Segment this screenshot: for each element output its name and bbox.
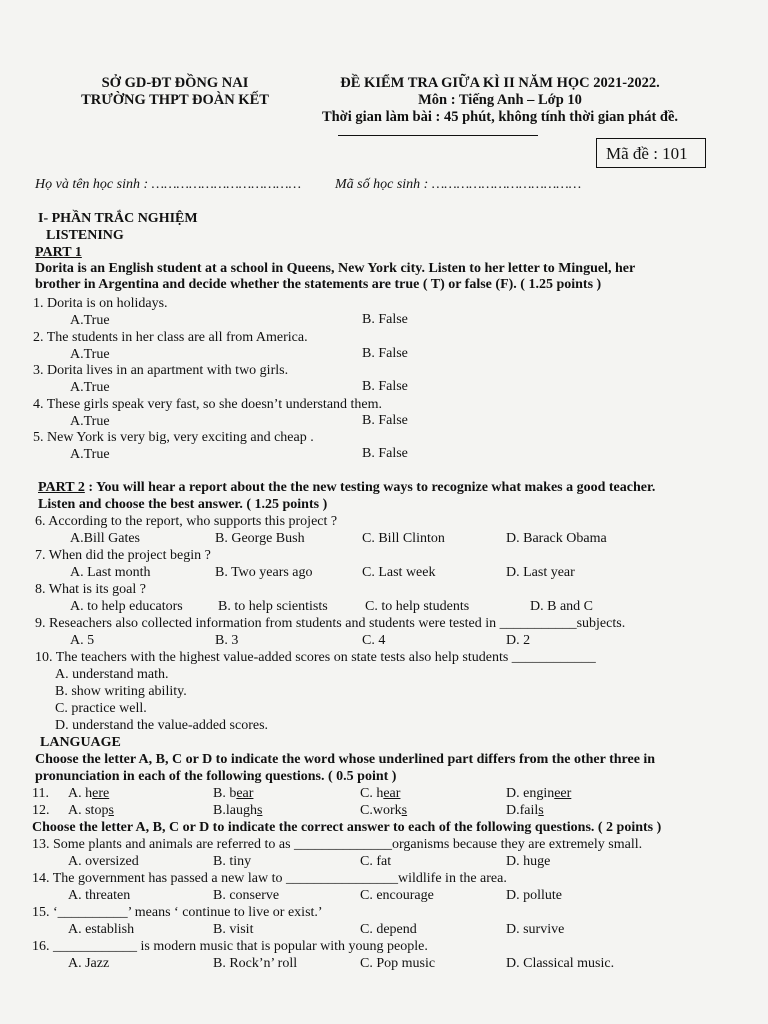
option-c: C. encourage [360,888,434,903]
option-c: C. depend [360,922,417,937]
option-prefix: C. h [360,786,384,801]
school-department: SỞ GD-ĐT ĐỒNG NAI [101,75,249,91]
option-prefix: B.laugh [213,803,257,818]
underlined-part: ere [92,786,110,801]
option-d [506,786,571,802]
option-a [68,803,114,819]
language-instructions2: Choose the letter A, B, C or D to indicate the correct answer to each of the following questions. ( 2 points ) [32,820,662,835]
q10-option-a: A. understand math. [55,667,169,682]
underlined-part: s [538,803,544,818]
option-a: A. oversized [68,854,139,869]
question-9: 9. Reseachers also collected information from students and students were tested in ___________subjects. [35,616,626,631]
option-d: D. Classical music. [506,956,615,971]
school-name: TRƯỜNG THPT ĐOÀN KẾT [81,92,269,108]
option-d: D. 2 [506,633,531,648]
option-d: D. huge [506,854,551,869]
question-15: 15. ‘__________’ means ‘ continue to live or exist.’ [32,905,323,920]
option-c: C. Pop music [360,956,436,971]
student-name-field: Họ và tên học sinh : ……………………………… [35,177,302,192]
option-b: B. Two years ago [215,565,313,580]
q10-option-d: D. understand the value-added scores. [55,718,269,733]
underlined-part: s [108,803,114,818]
q10-option-c: C. practice well. [55,701,147,716]
option-b: B. 3 [215,633,239,648]
q10-option-b: B. show writing ability. [55,684,187,699]
option-true: A.True [70,313,110,328]
question-7: 7. When did the project begin ? [35,548,211,563]
option-b: B. George Bush [215,531,305,546]
question-8: 8. What is its goal ? [35,582,146,597]
option-b: B. conserve [213,888,280,903]
question-number: 12. [32,803,50,818]
exam-code: Mã đề : 101 [606,144,688,163]
option-b: B. visit [213,922,254,937]
question-12 [0,803,768,820]
exam-duration: Thời gian làm bài : 45 phút, không tính thời gian phát đề. [321,109,679,125]
option-b [213,786,253,802]
exam-subject: Môn : Tiếng Anh – Lớp 10 [418,92,582,108]
tf-question: 3. Dorita lives in an apartment with two girls. [33,363,289,379]
language-instructions1-line2: pronunciation in each of the following questions. ( 0.5 point ) [35,769,397,784]
option-false: B. False [362,446,408,462]
question-number: 11. [32,786,49,801]
option-false: B. False [362,412,408,428]
option-d: D. Barack Obama [506,531,607,546]
tf-question: 4. These girls speak very fast, so she doesn’t understand them. [33,396,383,412]
header-underline [338,135,538,136]
option-false: B. False [362,379,408,395]
tf-question: 2. The students in her class are all from America. [33,329,308,345]
option-c [360,803,407,819]
question-6: 6. According to the report, who supports this project ? [35,514,338,529]
underlined-part: eer [554,786,572,801]
option-c: C. Last week [362,565,436,580]
option-b: B. Rock’n’ roll [213,956,298,971]
question-16: 16. ____________ is modern music that is popular with young people. [32,939,428,954]
student-id-field: Mã số học sinh : ……………………………… [335,177,582,192]
option-a: A. establish [68,922,135,937]
option-false: B. False [362,345,408,361]
option-c: C. Bill Clinton [362,531,445,546]
part1-instructions-line2: brother in Argentina and decide whether the statements are true ( T) or false (F). ( 1.25 points ) [35,277,602,292]
part1-instructions-line1: Dorita is an English student at a school in Queens, New York city. Listen to her letter to Minguel, her [35,261,636,276]
option-prefix: D.fail [506,803,539,818]
question-10: 10. The teachers with the highest value-added scores on state tests also help students ____________ [35,650,596,665]
option-a: A. Jazz [68,956,110,971]
option-a: A. to help educators [70,599,183,614]
option-d: D. B and C [530,599,593,614]
option-a: A. threaten [68,888,131,903]
option-true: A.True [70,447,110,463]
part2-instructions-line2: Listen and choose the best answer. ( 1.25 points ) [38,497,328,512]
option-false: B. False [362,312,408,327]
option-a: A. 5 [70,633,95,648]
underlined-part: ear [236,786,254,801]
option-a [68,786,109,802]
option-b: B. tiny [213,854,252,869]
option-prefix: B. b [213,786,237,801]
tf-question: 1. Dorita is on holidays. [33,296,168,311]
option-c: C. 4 [362,633,386,648]
option-d: D. pollute [506,888,562,903]
part1-title: PART 1 [35,245,82,260]
question-14: 14. The government has passed a new law to ________________wildlife in the area. [32,871,507,886]
language-heading: LANGUAGE [40,735,121,750]
option-b: B. to help scientists [218,599,328,614]
tf-question: 5. New York is very big, very exciting and cheap . [33,430,314,446]
option-prefix: A. h [68,786,93,801]
option-c: C. to help students [365,599,470,614]
option-d: D. survive [506,922,565,937]
option-d [506,803,544,819]
option-prefix: D. engin [506,786,555,801]
option-true: A.True [70,413,110,429]
option-b [213,803,262,819]
option-prefix: A. stop [68,803,109,818]
option-true: A.True [70,346,110,362]
option-c [360,786,400,802]
part2-title: PART 2 [38,480,85,495]
question-11 [0,786,768,803]
section-title: I- PHẦN TRẮC NGHIỆM [38,211,198,226]
part2-instruction-text: : You will hear a report about the the new testing ways to recognize what makes a good teacher. [84,480,656,495]
option-d: D. Last year [506,565,575,580]
part2-instructions-line1 [38,480,655,496]
listening-heading: LISTENING [46,228,124,243]
option-a: A.Bill Gates [70,531,140,546]
underlined-part: s [256,803,263,818]
option-c: C. fat [360,854,392,869]
question-13: 13. Some plants and animals are referred to as ______________organisms because they are extremely small. [32,837,643,852]
underlined-part: s [401,803,408,818]
exam-title: ĐỀ KIỂM TRA GIỮA KÌ II NĂM HỌC 2021-2022. [340,75,660,91]
underlined-part: ear [383,786,401,801]
language-instructions1-line1: Choose the letter A, B, C or D to indicate the word whose underlined part differs from the other three in [35,752,656,767]
option-true: A.True [70,380,110,396]
option-prefix: C.work [360,803,402,818]
option-a: A. Last month [70,565,151,580]
